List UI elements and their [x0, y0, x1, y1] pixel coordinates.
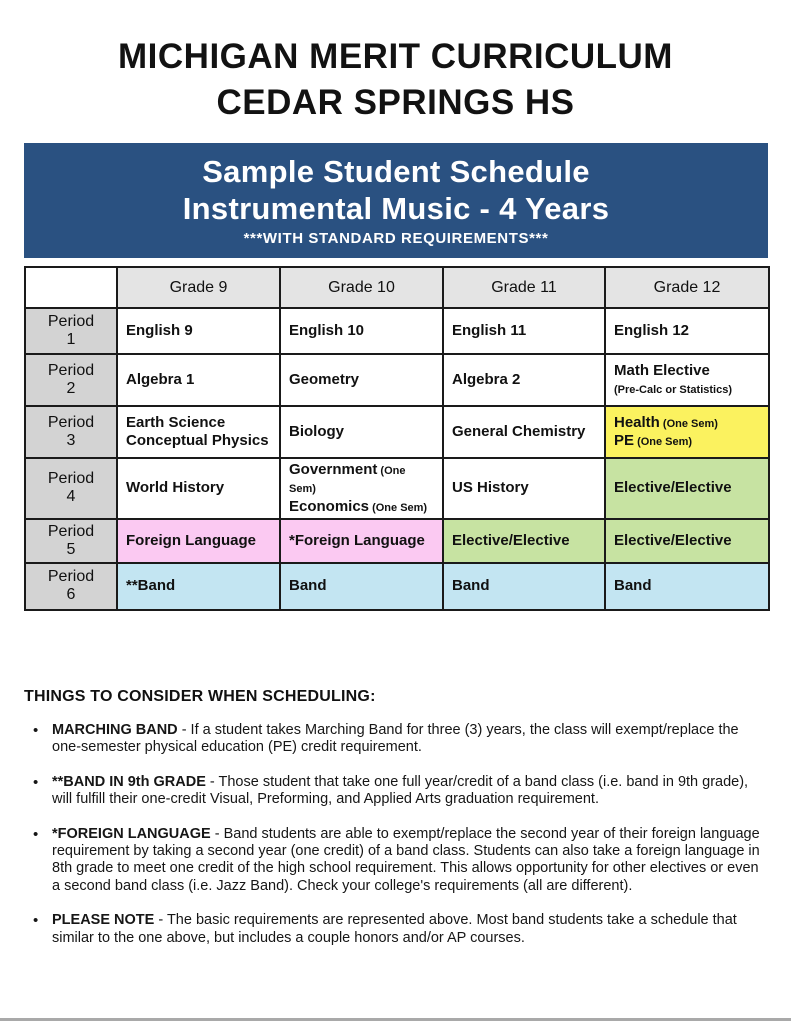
period-cell: Period 5	[25, 519, 117, 563]
page-title-line2: CEDAR SPRINGS HS	[216, 83, 575, 123]
schedule-banner	[24, 143, 768, 258]
course-cell	[443, 406, 605, 458]
grade-header-cell: Grade 12	[605, 267, 769, 308]
course-name-text: Geometry	[289, 370, 360, 388]
page-title-line1: MICHIGAN MERIT CURRICULUM	[118, 37, 673, 76]
course-name-text: PE	[614, 432, 635, 449]
schedule-table-container	[24, 266, 768, 611]
course-cell	[280, 458, 443, 519]
note-lead-text: **BAND IN 9th GRADE	[52, 773, 206, 790]
course-name-text: Earth Science	[126, 413, 226, 431]
course-cell	[605, 354, 769, 406]
period-cell: Period 4	[25, 458, 117, 519]
course-name-text: Foreign Language	[126, 531, 257, 549]
course-name-text: Conceptual Physics	[126, 432, 269, 449]
period-cell: Period 3	[25, 406, 117, 458]
table-row	[25, 519, 769, 563]
page-title	[0, 34, 791, 126]
course-name-text: Government	[289, 461, 378, 478]
course-cell	[605, 563, 769, 610]
course-cell	[280, 354, 443, 406]
banner-title: Sample Student Schedule	[202, 154, 590, 189]
course-cell	[117, 458, 280, 519]
table-row	[25, 563, 769, 610]
note-lead-text: MARCHING BAND	[52, 722, 178, 738]
notes-heading: THINGS TO CONSIDER WHEN SCHEDULING:	[24, 688, 376, 705]
course-cell	[280, 406, 443, 458]
course-cell	[605, 519, 769, 563]
course-cell	[443, 308, 605, 354]
course-name-text: Band	[452, 577, 490, 595]
note-bullet-item: • **BAND IN 9th GRADE - Those student that take one full year/credit of a band class (i.e. band in 9th grade), will fulfill their one-credit Visual, Preforming, and Applied Arts graduation requirement.	[24, 774, 769, 809]
table-header-row	[25, 267, 769, 308]
course-name-text: **Band	[126, 577, 176, 595]
course-cell	[443, 458, 605, 519]
notes-list	[24, 722, 769, 947]
course-name-text: Elective/Elective	[452, 531, 570, 549]
course-cell	[443, 563, 605, 610]
note-lead-text: PLEASE NOTE	[52, 912, 155, 929]
grade-header-cell: Grade 9	[117, 267, 280, 308]
course-cell	[117, 519, 280, 563]
course-cell	[117, 406, 280, 458]
course-cell	[605, 458, 769, 519]
course-cell	[280, 519, 443, 563]
course-detail-text: (One Sem)	[634, 436, 693, 448]
course-name-text: US History	[452, 479, 529, 497]
course-cell	[443, 519, 605, 563]
course-name-text: English 10	[289, 321, 365, 339]
course-name-text: English 12	[614, 321, 690, 339]
course-name-text: Biology	[289, 422, 344, 440]
course-cell	[605, 406, 769, 458]
table-row	[25, 458, 769, 519]
table-row	[25, 354, 769, 406]
table-row	[25, 406, 769, 458]
course-cell	[117, 308, 280, 354]
course-name-text: Economics	[289, 497, 370, 515]
course-cell	[280, 563, 443, 610]
banner-requirements-note: ***WITH STANDARD REQUIREMENTS***	[243, 230, 549, 248]
course-detail-text: (One Sem)	[659, 417, 718, 430]
course-cell	[117, 563, 280, 610]
note-bullet-item: • MARCHING BAND - If a student takes Marching Band for three (3) years, the class will exempt/replace the one-semester physical education (PE) credit requirement.	[24, 722, 769, 757]
grade-header-cell: Grade 10	[280, 267, 443, 308]
course-name-text: Elective/Elective	[614, 531, 732, 549]
course-name-text: General Chemistry	[452, 422, 586, 440]
course-name-text: *Foreign Language	[289, 531, 425, 549]
course-name-text: Health	[614, 413, 660, 431]
footer-bar	[0, 1018, 791, 1021]
period-cell: Period 2	[25, 354, 117, 406]
course-name-text: English 9	[126, 321, 193, 339]
course-detail-text: (Pre-Calc or Statistics)	[614, 384, 732, 396]
schedule-table	[24, 266, 770, 611]
course-detail-text: (One Sem)	[289, 465, 406, 496]
course-name-text: Math Elective	[614, 361, 710, 379]
course-name-text: Algebra 1	[126, 370, 195, 388]
course-detail-text: (One Sem)	[369, 501, 428, 514]
note-bullet-item: • *FOREIGN LANGUAGE - Band students are able to exempt/replace the second year of their foreign language requirement by taking a second year (one credit) of a band class. Students can also take a foreign language in 8th grade to meet one credit of the high school requirement. This allows opportunity for other electives or even a second band class (i.e. Jazz Band). Check your college's requirements (all are different).	[24, 826, 769, 896]
course-name-text: World History	[126, 479, 225, 497]
course-name-text: Band	[289, 577, 327, 595]
corner-cell	[25, 267, 117, 308]
course-cell	[117, 354, 280, 406]
course-name-text: Band	[614, 577, 652, 595]
period-cell: Period 6	[25, 563, 117, 610]
note-lead-text: *FOREIGN LANGUAGE	[52, 825, 211, 842]
notes-section	[24, 688, 769, 964]
banner-subtitle: Instrumental Music - 4 Years	[182, 190, 610, 226]
table-row	[25, 308, 769, 354]
course-name-text: English 11	[452, 321, 527, 339]
course-cell	[443, 354, 605, 406]
note-bullet-item: • PLEASE NOTE - The basic requirements are represented above. Most band students take a schedule that similar to the one above, but includes a couple honors and/or AP courses.	[24, 912, 769, 947]
course-cell	[605, 308, 769, 354]
course-name-text: Algebra 2	[452, 370, 521, 388]
course-cell	[280, 308, 443, 354]
period-cell: Period 1	[25, 308, 117, 354]
grade-header-cell: Grade 11	[443, 267, 605, 308]
course-name-text: Elective/Elective	[614, 479, 732, 497]
